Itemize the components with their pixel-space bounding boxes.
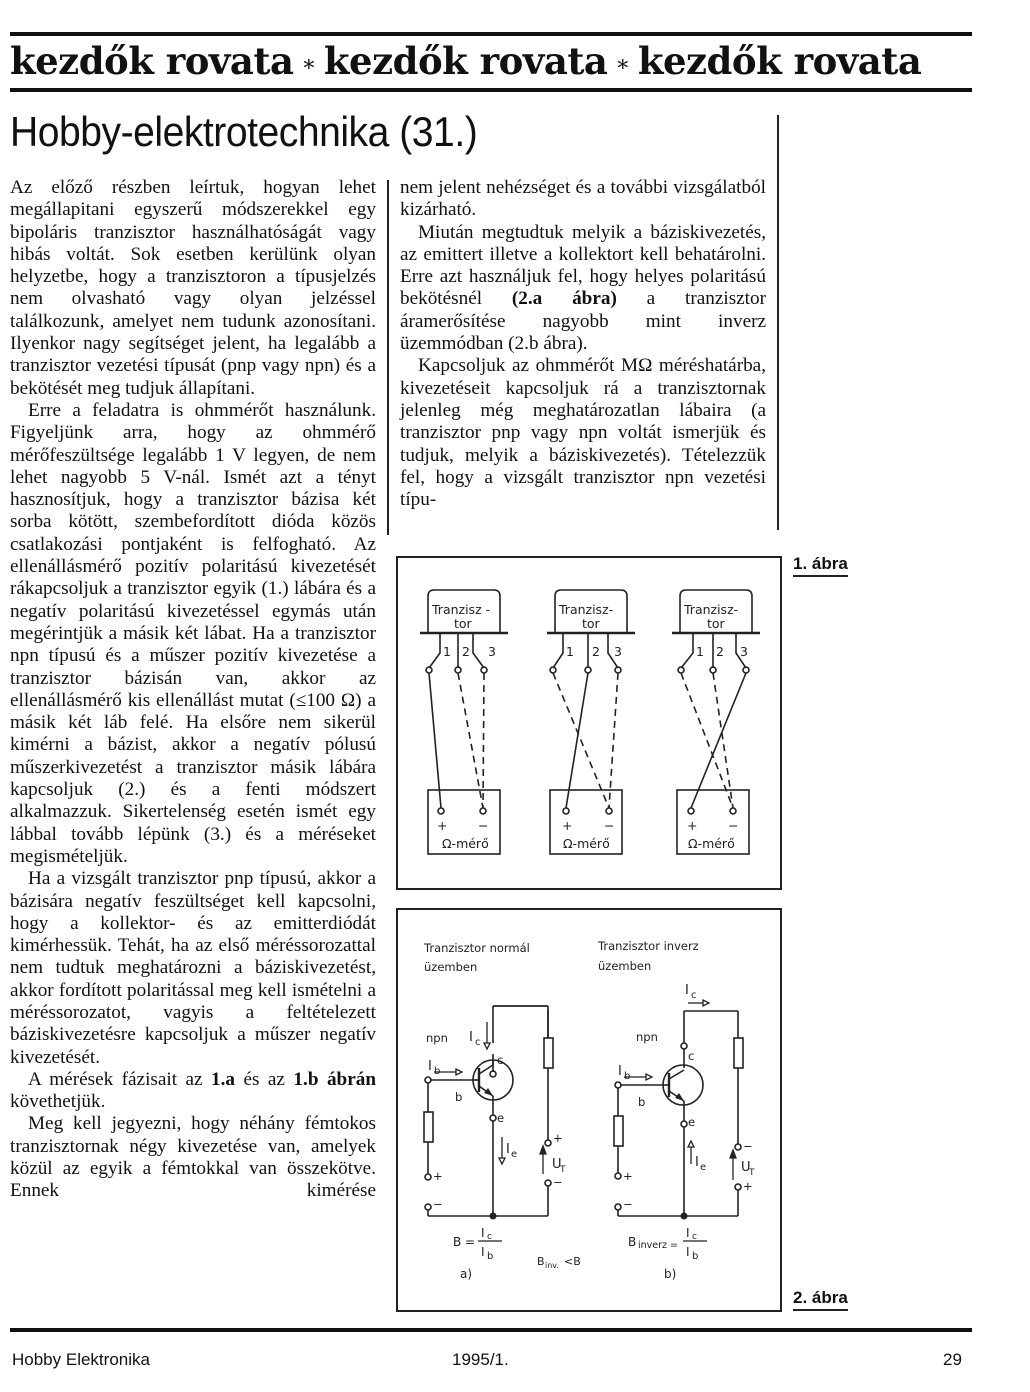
figure-2 [396,908,782,1312]
svg-text:I: I [428,1059,432,1074]
svg-text:üzemben: üzemben [598,959,652,973]
ohmmeter-label: Ω-mérő [563,836,610,851]
footer-rule [10,1328,972,1332]
figure-reference: 1.a [211,1068,235,1090]
banner-segment: kezdők rovata [323,39,608,83]
svg-text:−: − [728,818,739,833]
pin-label: 2 [716,644,724,659]
svg-text:−: − [478,818,489,833]
figure-reference: (2.a ábra) [511,288,617,310]
svg-text:+: + [553,1131,563,1145]
mode-title: Tranzisztor normál [424,941,530,955]
svg-text:üzemben: üzemben [424,960,478,974]
paragraph: Kapcsoljuk az ohmmérőt MΩ méréshatárba, kivezetéseit kapcsoljuk rá a tranzisztornak jelenleg még meghatározatlan lábaira (a tranzisztor pnp vagy npn voltát ismerjük és tudjuk, melyik a báziskivezetés). Tételezzük fel, hogy a vizsgált tranzisztor npn vezetési típu- [400,355,766,511]
ohmmeter-label: Ω-mérő [688,836,735,851]
svg-text:c: c [497,1053,504,1067]
svg-text:I: I [686,1226,690,1240]
svg-text:I: I [685,983,689,998]
svg-text:+: + [433,1169,443,1183]
transistor-label: Tranzisz- [684,602,739,617]
pin-label: 1 [696,644,704,659]
svg-text:e: e [688,1115,696,1129]
svg-text:U: U [741,1160,751,1175]
svg-text:c: c [475,1037,481,1048]
article-title: Hobby-elektrotechnika (31.) [10,108,478,155]
asterisk-icon: ∗ [615,51,630,77]
svg-text:c: c [487,1232,492,1242]
left-column [10,177,376,1203]
svg-text:b: b [487,1251,494,1262]
paragraph: nem jelent nehézséget és a további vizsgálatból kizárható. [400,177,766,221]
transistor-mode-schematic [398,910,780,1310]
svg-text:b: b [638,1095,646,1109]
figure-2-caption: 2. ábra [793,1288,848,1311]
pin-label: 1 [443,644,451,659]
svg-text:+: + [437,818,448,833]
banner-segment: kezdők rovata [637,39,922,83]
svg-text:I: I [695,1155,699,1170]
paragraph: Meg kell jegyezni, hogy néhány fémtokos tranzisztornak négy kivezetése van, amelyek közül az egyik a fémtokkal van összekötve. Ennek kimérése [10,1113,376,1202]
svg-text:b: b [434,1066,441,1077]
svg-text:−: − [433,1197,443,1211]
svg-text:I: I [618,1064,622,1079]
banner-bottom-rule [10,88,972,92]
svg-text:+: + [623,1169,633,1183]
svg-text:e: e [511,1149,518,1160]
svg-text:+: + [562,818,573,833]
pin-label: 3 [614,644,622,659]
ohmmeter-wiring-diagram [398,558,780,888]
svg-text:−: − [553,1175,563,1189]
figure-reference: 1.b ábrán [293,1068,376,1090]
ohmmeter-label: Ω-mérő [442,836,489,851]
formula-a: B = [453,1235,476,1249]
formula-b: B [628,1235,637,1249]
svg-text:b: b [692,1251,699,1262]
svg-text:+: + [687,818,698,833]
section-banner [10,38,970,84]
svg-text:c: c [692,1232,697,1242]
svg-text:−: − [743,1139,753,1153]
npn-label: npn [426,1031,448,1045]
right-column [400,177,766,511]
svg-text:b: b [624,1071,631,1082]
svg-text:T: T [560,1165,566,1175]
svg-text:−: − [604,818,615,833]
svg-text:c: c [688,1049,695,1063]
paragraph: A mérések fázisait az 1.a és az 1.b ábrán követhetjük. [10,1068,376,1113]
svg-text:e: e [700,1162,707,1173]
svg-text:tor: tor [454,616,472,631]
magazine-name: Hobby Elektronika [12,1350,150,1369]
banner-segment: kezdők rovata [10,39,294,83]
transistor-label: Tranzisz- [559,602,614,617]
asterisk-icon: ∗ [301,51,316,77]
comparison-label: B [537,1255,545,1268]
svg-text:−: − [623,1197,633,1211]
svg-text:inverz =: inverz = [638,1240,678,1251]
svg-text:e: e [497,1111,505,1125]
pin-label: 2 [462,644,470,659]
column-divider [387,180,389,535]
figure-1-caption: 1. ábra [793,554,848,577]
npn-label: npn [636,1030,658,1044]
svg-text:I: I [686,1245,690,1259]
svg-text:I: I [469,1030,473,1045]
mode-title: Tranzisztor inverz [598,939,699,953]
figure-1 [396,556,782,890]
svg-text:b: b [455,1090,463,1104]
svg-text:I: I [481,1226,485,1240]
svg-text:T: T [749,1168,755,1178]
top-rule [10,32,972,36]
pin-label: 3 [488,644,496,659]
pin-label: 3 [740,644,748,659]
subfigure-label-a: a) [460,1267,473,1281]
paragraph: Az előző részben leírtuk, hogyan lehet megállapitani egyszerű módszerekkel egy bipoláris tranzisztor használhatóságát vagy hibás voltát. Sok esetben kerülünk olyan helyzetbe, hogy a tranzisztoron a típusjelzés nem olvasható vagy olyan jelzéssel találkozunk, amelyet nem tudunk azonosítani. Ilyenkor nagy segítséget jelent, ha legalább a tranzisztor vezetési típusát (pnp vagy npn) és a bekötését meg tudjuk állapítani. [10,177,376,399]
svg-text:I: I [506,1142,510,1157]
pin-label: 2 [592,644,600,659]
paragraph: Miután megtudtuk melyik a báziskivezetés, az emittert illetve a kollektort kell behatárolni. Erre azt használjuk fel, hogy helyes polaritású bekötésnél (2.a ábra) a tranzisztor áramerősítése nagyobb mint inverz üzemmódban (2.b ábra). [400,221,766,355]
svg-text:I: I [481,1245,485,1259]
issue-number: 1995/1. [452,1350,509,1369]
title-side-divider [777,115,779,530]
svg-text:inv.: inv. [545,1261,559,1270]
svg-text:+: + [743,1179,753,1193]
svg-text:U: U [552,1157,562,1172]
svg-text:c: c [691,990,697,1001]
pin-label: 1 [566,644,574,659]
svg-text:<B: <B [564,1255,581,1268]
page-number: 29 [943,1350,962,1369]
transistor-label: Tranzisz - [432,602,491,617]
paragraph: Erre a feladatra is ohmmérőt használunk. Figyeljünk arra, hogy az ohmmérő mérőfeszültsége legalább 1 V legyen, de nem lehet nagyobb 5 V-nál. Ismét azt a tényt hasznosítjuk, hogy a tranzisztor bázisa két sorba kötött, szembefordított dióda közös csatlakozási pontjaként is felfogható. Az ellenállásmérő pozitív polaritású kivezetését rákapcsoljuk a tranzisztor egyik (1.) lábára és a negatív polaritású kivezetéssel egymás után megérintjük a másik két lábat. Ha a tranzisztor npn típusú és a műszer pozitív kivezetése a tranzisztor bázisán van, akkor az ellenállásmérő kis ellenállást mutat (≤100 Ω) a másik két láb felé. Ha elsőre nem sikerül kimérni a bázist, akkor a negatív pólusú műszerkivezetést a tranzisztor másik lábára kapcsoljuk (2.) és a fenti módszert alkalmazzuk. Sikertelenség esetén ismét egy lábbal tovább lépünk (3.) és a méréseket megismételjük. [10,399,376,867]
subfigure-label-b: b) [664,1267,677,1281]
svg-text:tor: tor [707,616,725,631]
svg-text:tor: tor [582,616,600,631]
paragraph: Ha a vizsgált tranzisztor pnp típusú, akkor a bázisára negatív feszültséget kell kapcsolni, hogy a kollektor- és az emitterdiódát kimérhessük. Tehát, ha az első méréssorozattal nem tudtuk meghatározni a báziskivezetést, akkor fordított polaritással meg kell ismételni a méréssorozatot, vagyis a feltételezett báziskivezetésre kapcsoljuk a műszer negatív kivezetését. [10,868,376,1068]
